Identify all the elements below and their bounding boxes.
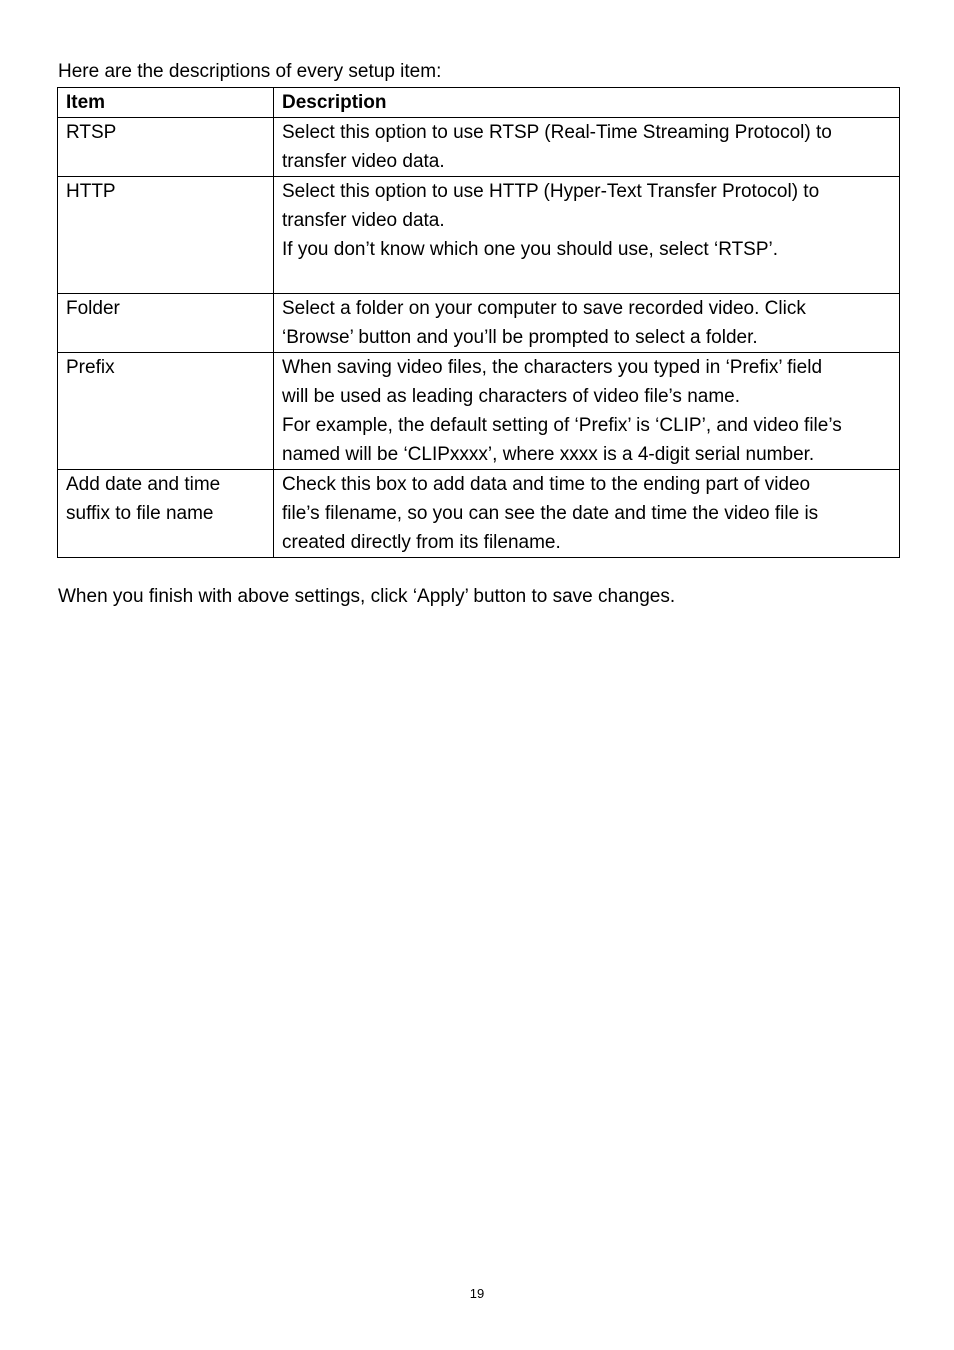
table-header-row [58, 88, 900, 118]
item-cell [58, 294, 274, 353]
page-number: 19 [469, 1286, 485, 1301]
description-cell [274, 353, 900, 470]
item-label: RTSP [66, 122, 117, 143]
description-line: Check this box to add data and time to the ending part of video [282, 474, 811, 495]
description-line: will be used as leading characters of video file’s name. [282, 386, 741, 407]
column-header-item: Item [58, 88, 274, 118]
table-row-prefix [58, 353, 900, 470]
description-line: transfer video data. [282, 210, 445, 231]
description-line: If you don’t know which one you should use, select ‘RTSP’. [282, 239, 779, 260]
closing-text: When you finish with above settings, click ‘Apply’ button to save changes. [58, 586, 676, 607]
description-line: ‘Browse’ button and you’ll be prompted to select a folder. [282, 327, 758, 348]
table-row-http [58, 177, 900, 294]
item-label: HTTP [66, 181, 116, 202]
item-label: suffix to file name [66, 503, 214, 524]
description-line: When saving video files, the characters you typed in ‘Prefix’ field [282, 357, 823, 378]
description-line: Select this option to use HTTP (Hyper-Text Transfer Protocol) to [282, 181, 820, 202]
item-label: Add date and time [66, 474, 221, 495]
description-cell [274, 294, 900, 353]
item-cell [58, 470, 274, 558]
item-cell [58, 177, 274, 294]
item-cell [58, 353, 274, 470]
column-header-description: Description [274, 88, 900, 118]
table-row-rtsp [58, 118, 900, 177]
description-cell [274, 177, 900, 294]
description-line: created directly from its filename. [282, 532, 561, 553]
description-line: named will be ‘CLIPxxxx’, where xxxx is a 4-digit serial number. [282, 444, 815, 465]
item-label: Prefix [66, 357, 115, 378]
description-cell [274, 118, 900, 177]
item-label: Folder [66, 298, 120, 319]
description-line: Select a folder on your computer to save recorded video. Click [282, 298, 806, 319]
table-row-date-time-suffix [58, 470, 900, 558]
setup-items-table [57, 87, 900, 558]
description-line: For example, the default setting of ‘Prefix’ is ‘CLIP’, and video file’s [282, 415, 842, 436]
description-line: Select this option to use RTSP (Real-Time Streaming Protocol) to [282, 122, 832, 143]
description-cell [274, 470, 900, 558]
intro-text: Here are the descriptions of every setup item: [58, 61, 442, 82]
description-line: transfer video data. [282, 151, 445, 172]
description-line: file’s filename, so you can see the date and time the video file is [282, 503, 819, 524]
table-row-folder [58, 294, 900, 353]
item-cell [58, 118, 274, 177]
